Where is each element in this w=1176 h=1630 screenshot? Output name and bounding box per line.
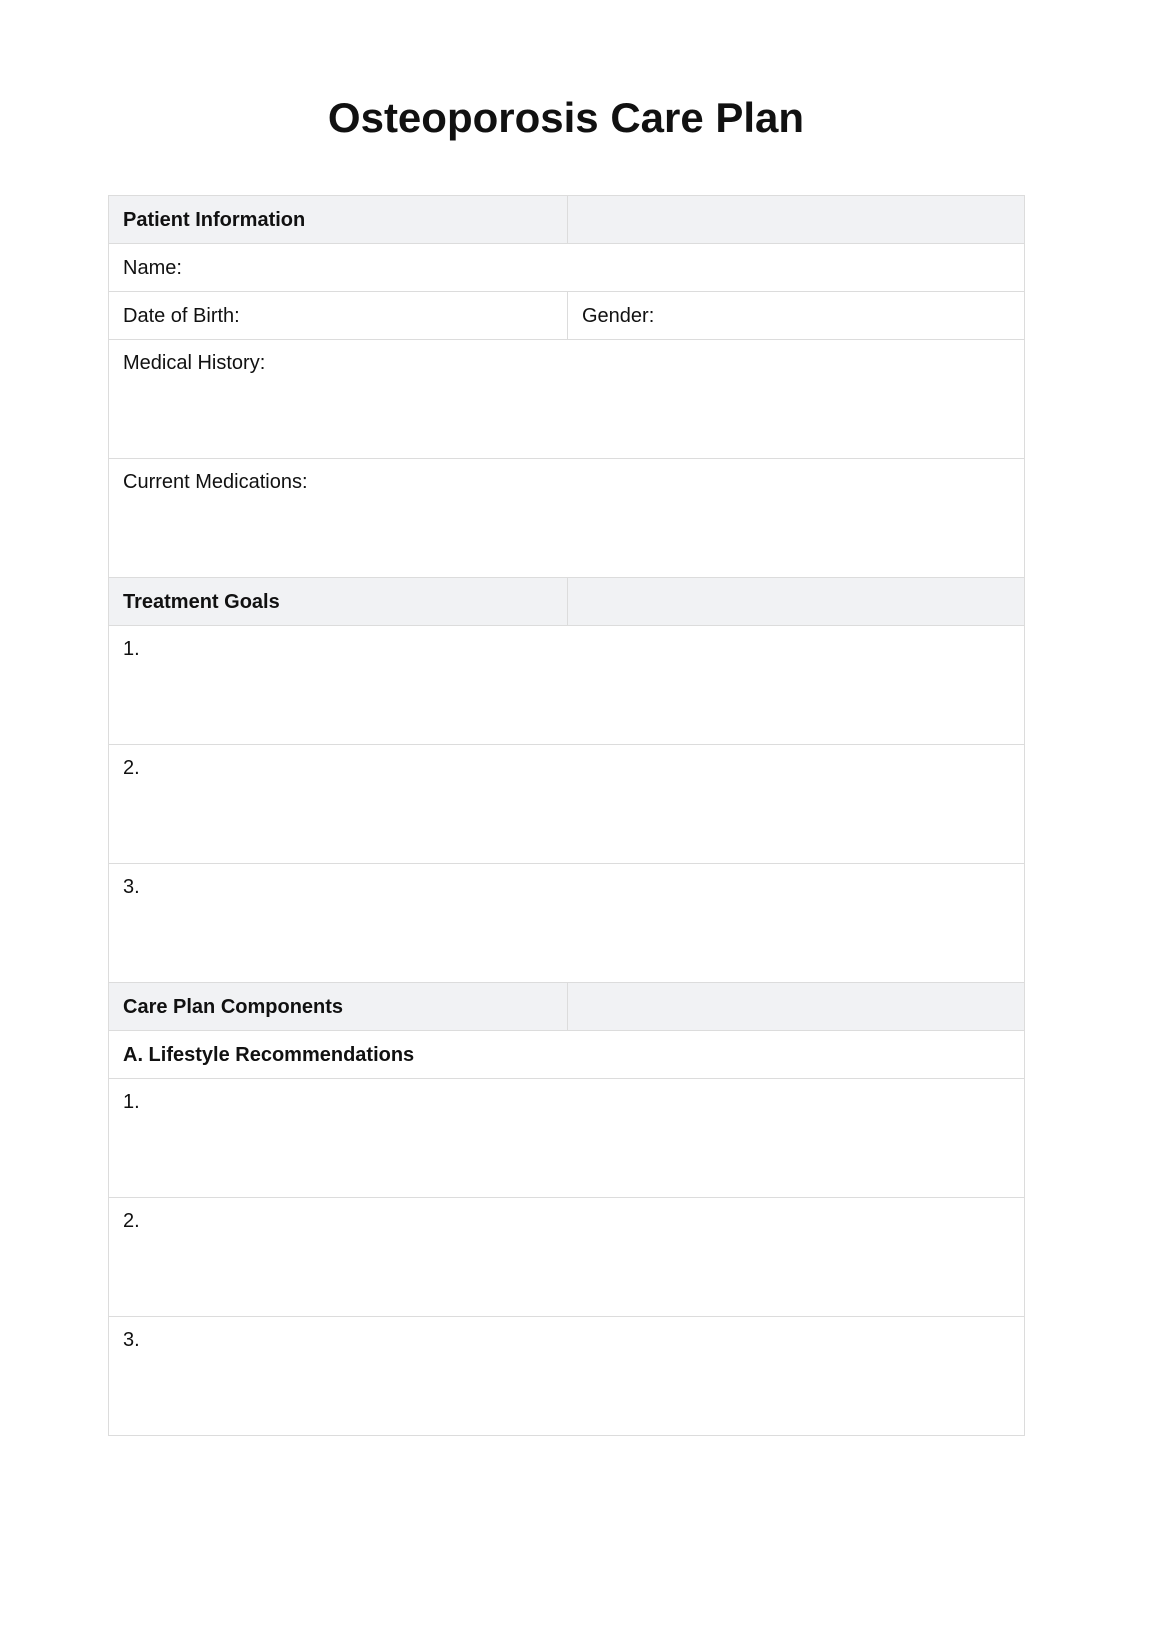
section-header-patient-information: [109, 196, 1025, 244]
page-title: Osteoporosis Care Plan: [327, 94, 805, 141]
empty-header-cell: [568, 983, 1025, 1031]
care-plan-table: [108, 195, 1025, 1436]
lifestyle-recommendation-1[interactable]: 1.: [109, 1079, 1025, 1198]
section-header-care-plan-components: [109, 983, 1025, 1031]
empty-header-cell: [568, 578, 1025, 626]
treatment-goal-2[interactable]: 2.: [109, 745, 1025, 864]
section-header-label: Patient Information: [109, 196, 568, 244]
current-medications-field[interactable]: Current Medications:: [109, 459, 1025, 578]
lifestyle-recommendations-subheader: A. Lifestyle Recommendations: [109, 1031, 1025, 1079]
treatment-goal-3[interactable]: 3.: [109, 864, 1025, 983]
lifestyle-recommendation-3[interactable]: 3.: [109, 1317, 1025, 1436]
medical-history-field[interactable]: Medical History:: [109, 340, 1025, 459]
lifestyle-recommendation-2[interactable]: 2.: [109, 1198, 1025, 1317]
section-header-label: Care Plan Components: [109, 983, 568, 1031]
empty-header-cell: [568, 196, 1025, 244]
name-field[interactable]: Name:: [109, 244, 1025, 292]
section-header-label: Treatment Goals: [109, 578, 568, 626]
gender-field[interactable]: Gender:: [568, 292, 1025, 340]
dob-field[interactable]: Date of Birth:: [109, 292, 568, 340]
treatment-goal-1[interactable]: 1.: [109, 626, 1025, 745]
section-header-treatment-goals: [109, 578, 1025, 626]
